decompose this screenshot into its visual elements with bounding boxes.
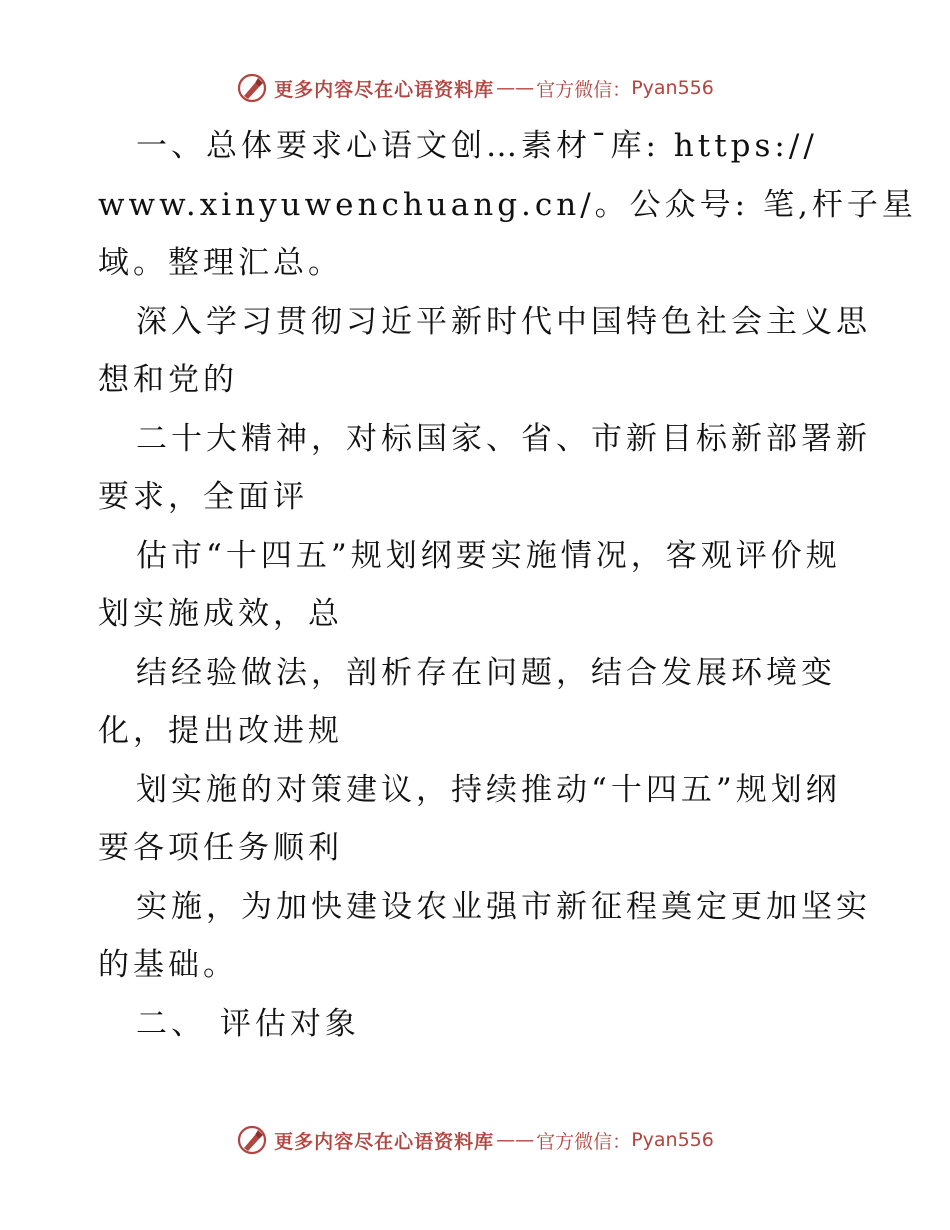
watermark-label: 官方微信： — [536, 1130, 632, 1153]
text-line: 结经验做法，剖析存在问题，结合发展环境变 — [136, 654, 836, 691]
text-line: 深入学习贯彻习近平新时代中国特色社会主义思 — [136, 303, 871, 340]
watermark-wechat-id: Pyan556 — [631, 77, 714, 99]
header-watermark — [0, 72, 950, 104]
watermark-brand: 更多内容尽在心语资料库 — [274, 78, 495, 101]
text-line: 二十大精神，对标国家、省、市新目标新部署新 — [136, 420, 871, 457]
text-line: 要各项任务顺利 — [98, 830, 343, 866]
text-line: 一、总体要求心语文创…素材¯库: https:// — [136, 128, 818, 164]
document-body — [98, 117, 917, 1053]
text-line: 化，提出改进规 — [98, 713, 343, 749]
text-line: 实施，为加快建设农业强市新征程奠定更加坚实 — [136, 888, 871, 925]
section-heading: 二、 评估对象 — [136, 1005, 360, 1042]
text-line: 估市“十四五”规划纲要实施情况，客观评价规 — [136, 537, 841, 574]
pen-nib-seal-icon — [236, 1124, 268, 1156]
watermark-label: 官方微信： — [536, 78, 632, 101]
text-line: 划实施的对策建议，持续推动“十四五”规划纲 — [136, 771, 841, 808]
watermark-wechat-id: Pyan556 — [631, 1129, 714, 1151]
text-line: 的基础。 — [98, 947, 238, 983]
text-line: 要求，全面评 — [98, 479, 308, 515]
text-line: 想和党的 — [98, 362, 238, 398]
watermark-brand: 更多内容尽在心语资料库 — [274, 1130, 495, 1153]
text-line: 划实施成效，总 — [98, 596, 343, 632]
watermark-separator: —— — [496, 1129, 535, 1151]
text-line: www.xinyuwenchuang.cn/。公众号: 笔,杆子星 — [98, 186, 917, 223]
watermark-separator: —— — [496, 77, 535, 99]
text-line: 域。整理汇总。 — [98, 245, 343, 281]
footer-watermark — [0, 1124, 950, 1156]
pen-nib-seal-icon — [236, 72, 268, 104]
